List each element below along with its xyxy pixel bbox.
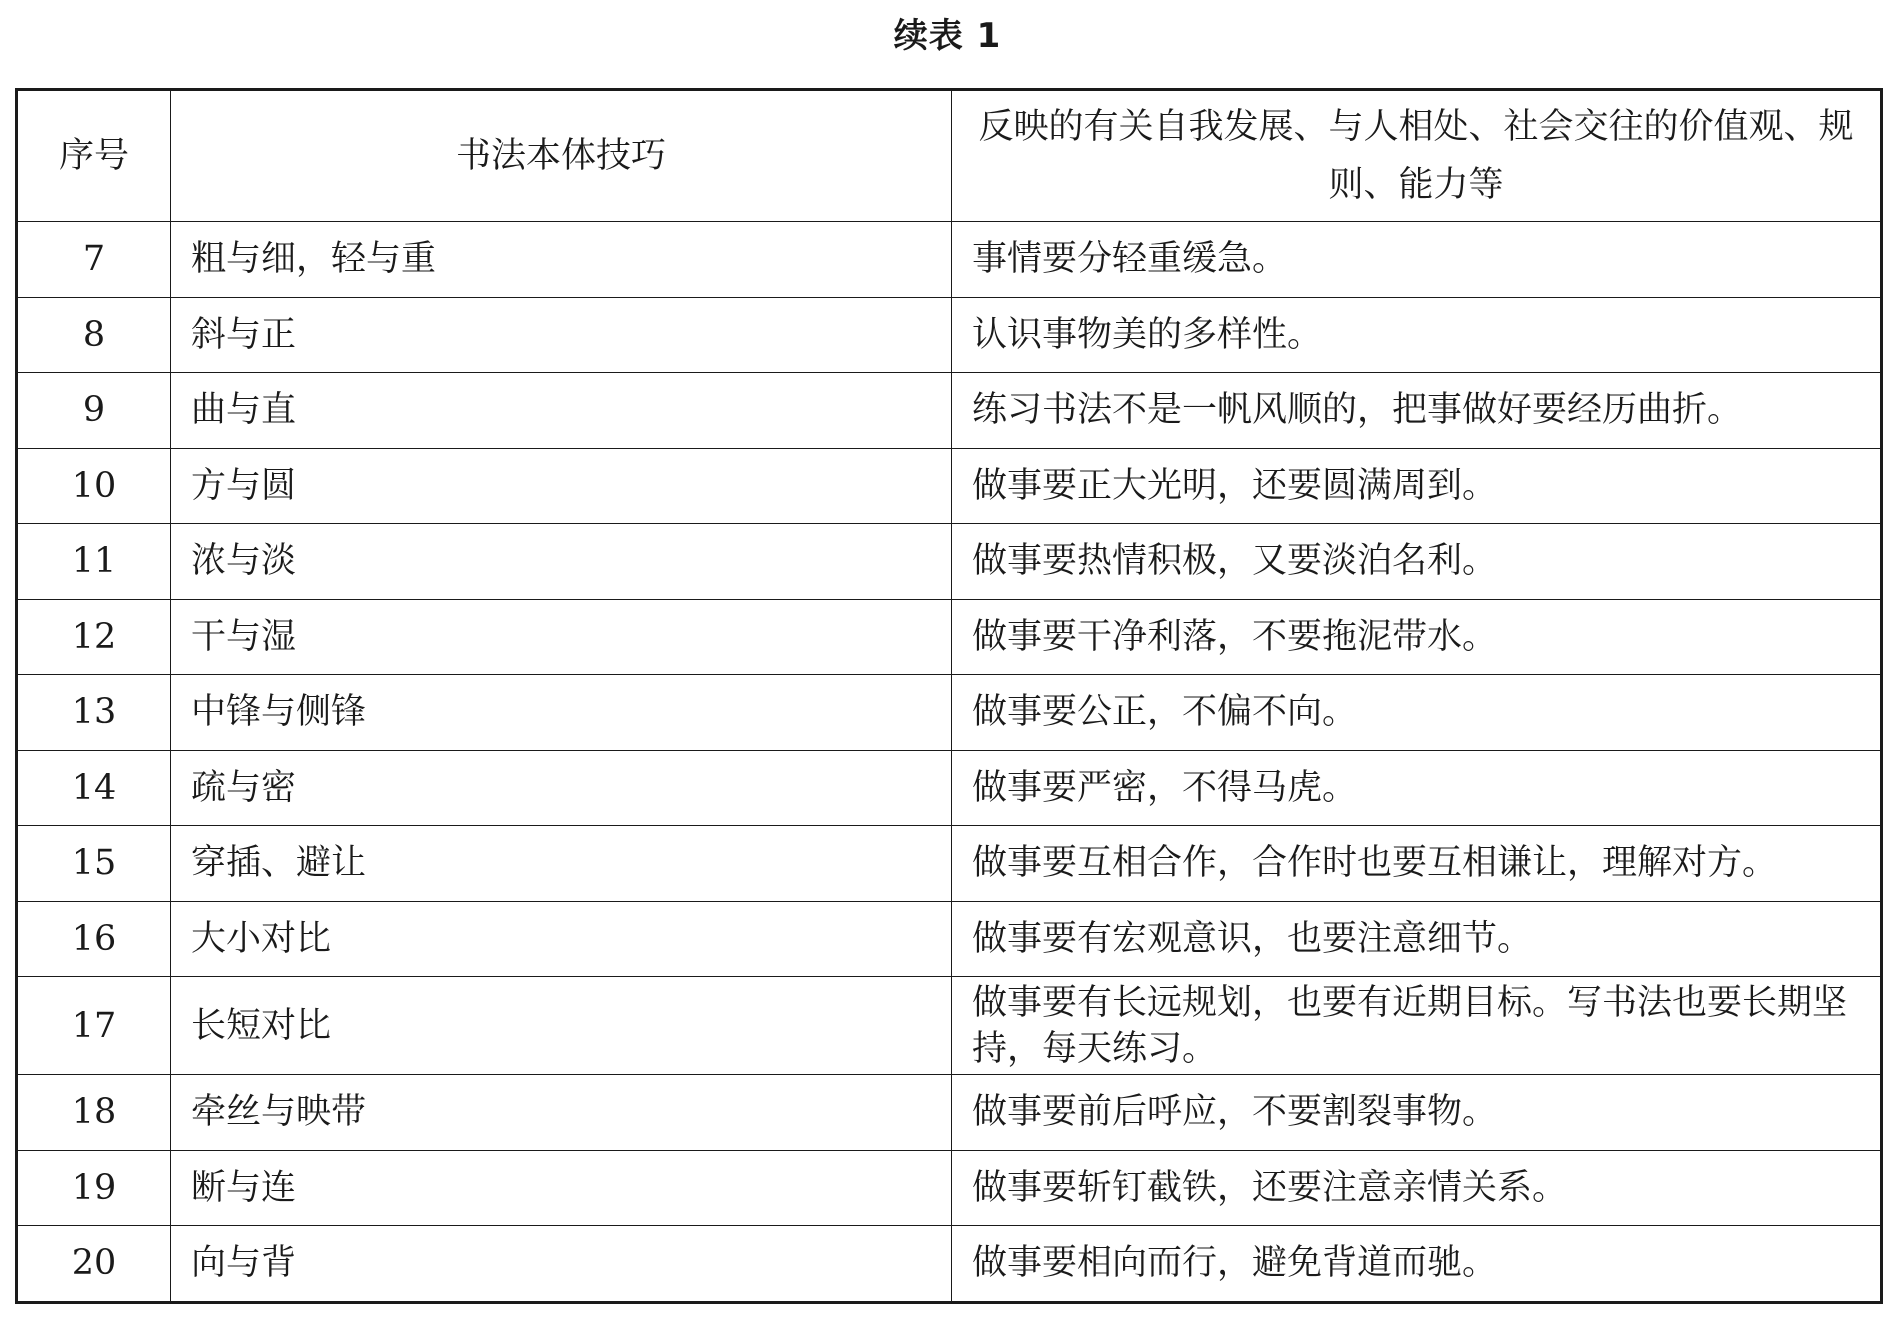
table-row (17, 599, 1882, 675)
table-row (17, 373, 1882, 449)
row-number: 18 (17, 1075, 171, 1151)
row-number: 13 (17, 675, 171, 751)
table-row (17, 1075, 1882, 1151)
row-value: 做事要有长远规划，也要有近期目标。写书法也要长期坚持，每天练习。 (952, 977, 1882, 1075)
row-number: 8 (17, 297, 171, 373)
header-technique: 书法本体技巧 (171, 90, 952, 222)
table-header-row (17, 90, 1882, 222)
row-technique: 穿插、避让 (171, 826, 952, 902)
row-technique: 粗与细，轻与重 (171, 222, 952, 298)
table-row (17, 524, 1882, 600)
row-value: 做事要严密，不得马虎。 (952, 750, 1882, 826)
row-technique: 疏与密 (171, 750, 952, 826)
row-value: 认识事物美的多样性。 (952, 297, 1882, 373)
row-number: 12 (17, 599, 171, 675)
header-value: 反映的有关自我发展、与人相处、社会交往的价值观、规则、能力等 (952, 90, 1882, 222)
row-technique: 断与连 (171, 1150, 952, 1226)
calligraphy-values-table (15, 88, 1883, 1304)
row-number: 19 (17, 1150, 171, 1226)
row-number: 10 (17, 448, 171, 524)
row-value: 做事要相向而行，避免背道而驰。 (952, 1226, 1882, 1303)
row-value: 事情要分轻重缓急。 (952, 222, 1882, 298)
row-number: 7 (17, 222, 171, 298)
row-technique: 方与圆 (171, 448, 952, 524)
table-row (17, 675, 1882, 751)
table-row (17, 1226, 1882, 1303)
row-number: 14 (17, 750, 171, 826)
row-technique: 中锋与侧锋 (171, 675, 952, 751)
row-technique: 长短对比 (171, 977, 952, 1075)
row-value: 做事要互相合作，合作时也要互相谦让，理解对方。 (952, 826, 1882, 902)
row-value: 做事要有宏观意识，也要注意细节。 (952, 901, 1882, 977)
table-caption: 续表 1 (893, 16, 1002, 56)
table-row (17, 448, 1882, 524)
header-number: 序号 (17, 90, 171, 222)
row-value: 做事要公正，不偏不向。 (952, 675, 1882, 751)
table-row (17, 750, 1882, 826)
table-row (17, 826, 1882, 902)
table-row (17, 1150, 1882, 1226)
row-value: 练习书法不是一帆风顺的，把事做好要经历曲折。 (952, 373, 1882, 449)
row-technique: 牵丝与映带 (171, 1075, 952, 1151)
row-number: 17 (17, 977, 171, 1075)
row-technique: 曲与直 (171, 373, 952, 449)
table-row (17, 297, 1882, 373)
row-number: 16 (17, 901, 171, 977)
row-technique: 向与背 (171, 1226, 952, 1303)
row-technique: 斜与正 (171, 297, 952, 373)
table-row (17, 901, 1882, 977)
table-row (17, 222, 1882, 298)
row-technique: 大小对比 (171, 901, 952, 977)
row-value: 做事要正大光明，还要圆满周到。 (952, 448, 1882, 524)
row-number: 11 (17, 524, 171, 600)
row-value: 做事要热情积极，又要淡泊名利。 (952, 524, 1882, 600)
row-number: 15 (17, 826, 171, 902)
row-number: 20 (17, 1226, 171, 1303)
row-value: 做事要干净利落，不要拖泥带水。 (952, 599, 1882, 675)
row-technique: 干与湿 (171, 599, 952, 675)
table-row (17, 977, 1882, 1075)
row-number: 9 (17, 373, 171, 449)
row-value: 做事要斩钉截铁，还要注意亲情关系。 (952, 1150, 1882, 1226)
table-body (17, 222, 1882, 1303)
row-technique: 浓与淡 (171, 524, 952, 600)
row-value: 做事要前后呼应，不要割裂事物。 (952, 1075, 1882, 1151)
